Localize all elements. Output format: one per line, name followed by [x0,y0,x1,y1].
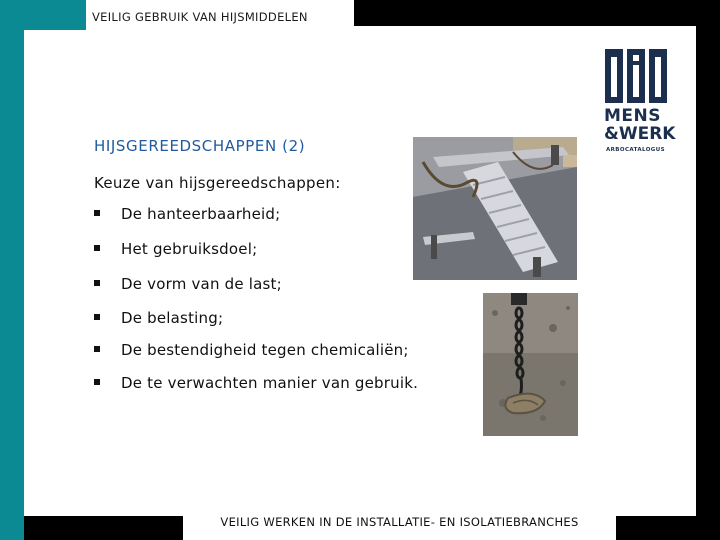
logo-wordmark-werk: &WERK [604,124,676,144]
bullet-text: De belasting; [121,309,224,327]
bullet-square-icon [94,379,100,385]
lifting-beam-photo [413,137,577,280]
bullet-square-icon [94,314,100,320]
chain-hoist-photo [483,293,578,436]
footer-title: VEILIG WERKEN IN DE INSTALLATIE- EN ISOLATIEBRANCHES [183,509,616,540]
bullet-text: De vorm van de last; [121,275,282,293]
bullet-text: De bestendigheid tegen chemicaliën; [121,341,409,359]
left-accent-bar [0,0,24,540]
bullet-text: Het gebruiksdoel; [121,240,258,258]
bullet-square-icon [94,346,100,352]
bullet-square-icon [94,280,100,286]
bullet-square-icon [94,210,100,216]
bullet-text: De te verwachten manier van gebruik. [121,374,419,392]
slide-title: HIJSGEREEDSCHAPPEN (2) [94,137,306,155]
slide-panel [24,26,696,516]
logo-subtitle: ARBOCATALOGUS [606,147,665,153]
logo-wordmark-mens: MENS [604,106,662,126]
slide-intro: Keuze van hijsgereedschappen: [94,174,341,192]
header-title: VEILIG GEBRUIK VAN HIJSMIDDELEN [86,0,354,30]
bullet-text: De hanteerbaarheid; [121,205,281,223]
bullet-square-icon [94,245,100,251]
header-accent [24,0,86,30]
